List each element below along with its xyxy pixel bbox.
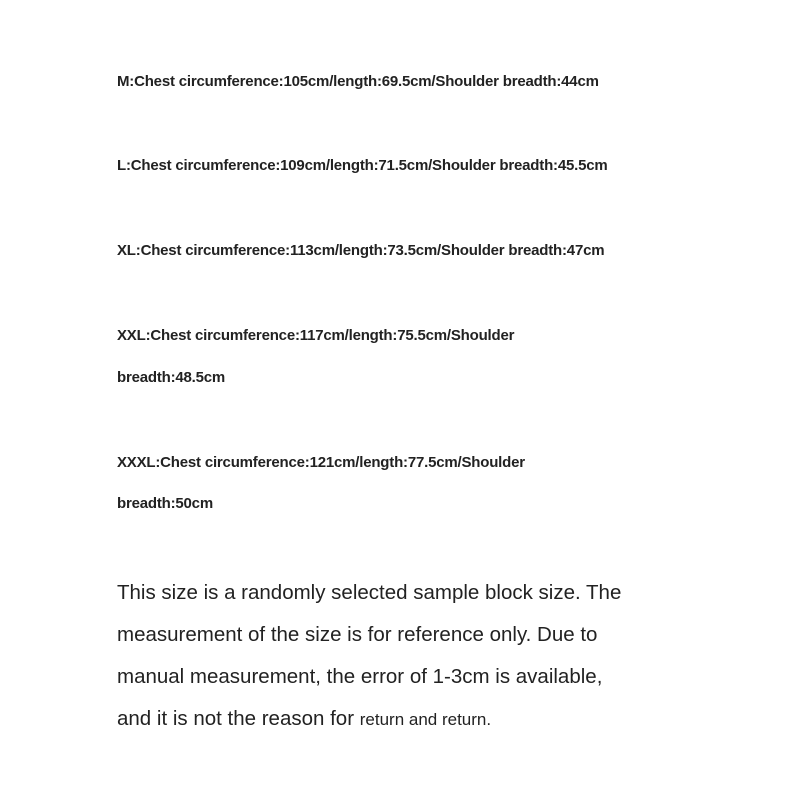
size-xl-measurements: XL:Chest circumference:113cm/length:73.5cm/Shoulder breadth:47cm — [117, 242, 605, 259]
disclaimer-line — [117, 698, 677, 741]
size-l-measurements: L:Chest circumference:109cm/length:71.5cm/Shoulder breadth:45.5cm — [117, 157, 608, 174]
measurement-disclaimer — [117, 572, 677, 741]
size-m-measurements: M:Chest circumference:105cm/length:69.5cm/Shoulder breadth:44cm — [117, 73, 599, 90]
size-xxxl-measurements-continued: breadth:50cm — [117, 495, 213, 512]
disclaimer-line: This size is a randomly selected sample block size. The — [117, 581, 622, 604]
disclaimer-line: measurement of the size is for reference only. Due to — [117, 623, 598, 646]
disclaimer-line: manual measurement, the error of 1-3cm is available, — [117, 665, 603, 688]
disclaimer-text: and it is not the reason for — [117, 707, 360, 730]
size-xxxl-measurements: XXXL:Chest circumference:121cm/length:77.5cm/Shoulder — [117, 454, 525, 471]
size-xxl-measurements: XXL:Chest circumference:117cm/length:75.5cm/Shoulder — [117, 327, 515, 344]
size-xxl-measurements-continued: breadth:48.5cm — [117, 369, 226, 386]
disclaimer-return-text: return and return. — [359, 710, 492, 729]
